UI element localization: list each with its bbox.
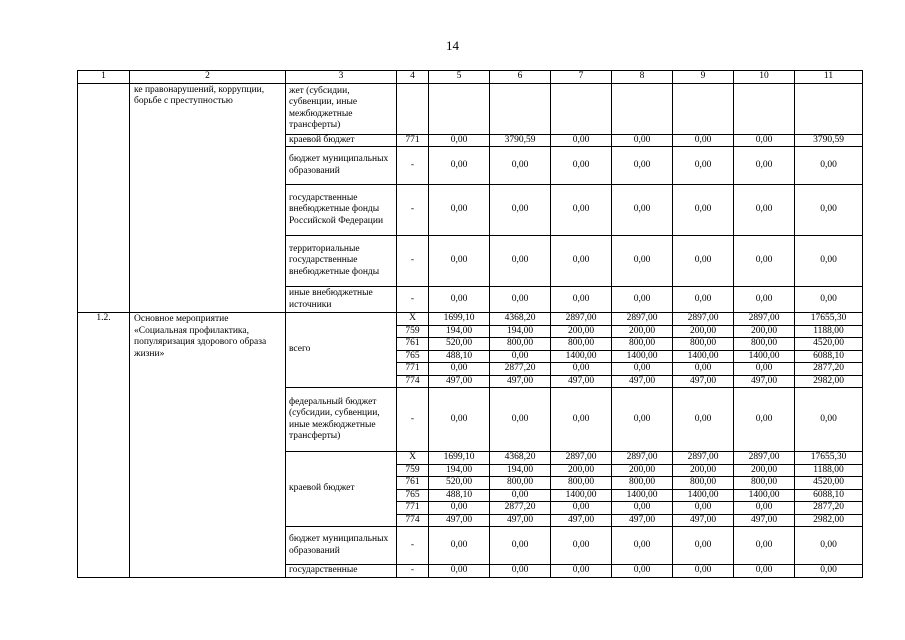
value-cell-col9: 497,00 — [673, 514, 734, 527]
value-cell-col5: 0,00 — [429, 502, 490, 515]
value-cell-col10: 0,00 — [734, 388, 795, 452]
column-header: 3 — [286, 71, 397, 84]
value-cell-col8: 0,00 — [612, 185, 673, 236]
funding-source-cell: иные внебюджетные источники — [286, 287, 397, 313]
value-cell-col6: 4368,20 — [490, 313, 551, 326]
value-cell-col9: 800,00 — [673, 338, 734, 351]
code-cell: 761 — [397, 338, 429, 351]
value-cell-col6: 194,00 — [490, 325, 551, 338]
value-cell-col10: 200,00 — [734, 325, 795, 338]
value-cell-col5: 520,00 — [429, 338, 490, 351]
value-cell-col8: 497,00 — [612, 375, 673, 388]
value-cell-col8 — [612, 83, 673, 134]
value-cell-col11: 0,00 — [795, 527, 863, 565]
code-cell: 771 — [397, 502, 429, 515]
budget-table — [77, 70, 863, 578]
value-cell-col8: 0,00 — [612, 363, 673, 376]
value-cell-col5: 0,00 — [429, 185, 490, 236]
value-cell-col8: 0,00 — [612, 565, 673, 578]
value-cell-col5: 497,00 — [429, 375, 490, 388]
value-cell-col8: 0,00 — [612, 502, 673, 515]
value-cell-col9: 0,00 — [673, 527, 734, 565]
value-cell-col11: 3790,59 — [795, 134, 863, 147]
value-cell-col9: 800,00 — [673, 477, 734, 490]
value-cell-col10: 0,00 — [734, 185, 795, 236]
code-cell: - — [397, 287, 429, 313]
column-header: 8 — [612, 71, 673, 84]
value-cell-col6: 0,00 — [490, 565, 551, 578]
value-cell-col8: 200,00 — [612, 325, 673, 338]
item-title-cell: Основное мероприятие «Социальная профилактика, популяризация здорового образа жизни» — [130, 313, 286, 578]
funding-source-cell: краевой бюджет — [286, 452, 397, 527]
code-cell: 765 — [397, 350, 429, 363]
column-header: 5 — [429, 71, 490, 84]
value-cell-col10: 1400,00 — [734, 489, 795, 502]
funding-source-cell: государственные — [286, 565, 397, 578]
table-row — [78, 83, 863, 134]
funding-source-cell: всего — [286, 313, 397, 388]
value-cell-col8: 0,00 — [612, 527, 673, 565]
value-cell-col8: 2897,00 — [612, 313, 673, 326]
value-cell-col8: 1400,00 — [612, 350, 673, 363]
value-cell-col11: 1188,00 — [795, 464, 863, 477]
value-cell-col9: 0,00 — [673, 185, 734, 236]
value-cell-col9: 0,00 — [673, 388, 734, 452]
code-cell: 761 — [397, 477, 429, 490]
column-header: 11 — [795, 71, 863, 84]
value-cell-col7: 497,00 — [551, 514, 612, 527]
value-cell-col7: 800,00 — [551, 477, 612, 490]
value-cell-col11: 17655,30 — [795, 452, 863, 465]
value-cell-col7: 0,00 — [551, 527, 612, 565]
value-cell-col7: 0,00 — [551, 236, 612, 287]
value-cell-col7: 497,00 — [551, 375, 612, 388]
value-cell-col8: 800,00 — [612, 477, 673, 490]
column-header: 7 — [551, 71, 612, 84]
value-cell-col9: 0,00 — [673, 363, 734, 376]
value-cell-col6: 4368,20 — [490, 452, 551, 465]
value-cell-col7: 0,00 — [551, 502, 612, 515]
value-cell-col10: 0,00 — [734, 527, 795, 565]
code-cell: - — [397, 527, 429, 565]
value-cell-col5: 0,00 — [429, 147, 490, 185]
value-cell-col9: 1400,00 — [673, 489, 734, 502]
value-cell-col7: 200,00 — [551, 464, 612, 477]
value-cell-col8: 0,00 — [612, 236, 673, 287]
value-cell-col6: 0,00 — [490, 287, 551, 313]
value-cell-col10: 2897,00 — [734, 452, 795, 465]
value-cell-col8: 2897,00 — [612, 452, 673, 465]
code-cell: 774 — [397, 514, 429, 527]
value-cell-col11: 0,00 — [795, 147, 863, 185]
value-cell-col8: 0,00 — [612, 147, 673, 185]
value-cell-col6: 0,00 — [490, 185, 551, 236]
value-cell-col7: 0,00 — [551, 185, 612, 236]
value-cell-col5: 0,00 — [429, 236, 490, 287]
code-cell — [397, 83, 429, 134]
value-cell-col5: 488,10 — [429, 350, 490, 363]
value-cell-col9: 200,00 — [673, 464, 734, 477]
code-cell: 759 — [397, 464, 429, 477]
value-cell-col11: 0,00 — [795, 388, 863, 452]
column-header: 2 — [130, 71, 286, 84]
value-cell-col5: 520,00 — [429, 477, 490, 490]
value-cell-col11 — [795, 83, 863, 134]
value-cell-col8: 1400,00 — [612, 489, 673, 502]
value-cell-col9: 1400,00 — [673, 350, 734, 363]
value-cell-col5: 0,00 — [429, 388, 490, 452]
value-cell-col6 — [490, 83, 551, 134]
code-cell: 774 — [397, 375, 429, 388]
value-cell-col9: 2897,00 — [673, 313, 734, 326]
value-cell-col9: 2897,00 — [673, 452, 734, 465]
value-cell-col5: 194,00 — [429, 325, 490, 338]
value-cell-col9: 0,00 — [673, 236, 734, 287]
value-cell-col11: 6088,10 — [795, 350, 863, 363]
value-cell-col10: 497,00 — [734, 375, 795, 388]
value-cell-col5: 1699,10 — [429, 452, 490, 465]
page-number: 14 — [446, 38, 459, 53]
value-cell-col10: 0,00 — [734, 287, 795, 313]
code-cell: - — [397, 185, 429, 236]
value-cell-col7: 800,00 — [551, 338, 612, 351]
funding-source-cell: краевой бюджет — [286, 134, 397, 147]
value-cell-col11: 2982,00 — [795, 375, 863, 388]
value-cell-col11: 4520,00 — [795, 338, 863, 351]
value-cell-col6: 800,00 — [490, 477, 551, 490]
value-cell-col5: 0,00 — [429, 363, 490, 376]
value-cell-col10: 200,00 — [734, 464, 795, 477]
value-cell-col10: 800,00 — [734, 477, 795, 490]
value-cell-col6: 497,00 — [490, 514, 551, 527]
value-cell-col8: 800,00 — [612, 338, 673, 351]
value-cell-col5: 497,00 — [429, 514, 490, 527]
value-cell-col7: 0,00 — [551, 147, 612, 185]
item-number-cell — [78, 83, 130, 313]
column-header: 4 — [397, 71, 429, 84]
value-cell-col7: 1400,00 — [551, 350, 612, 363]
value-cell-col5: 0,00 — [429, 565, 490, 578]
code-cell: 759 — [397, 325, 429, 338]
value-cell-col7 — [551, 83, 612, 134]
item-number-cell: 1.2. — [78, 313, 130, 578]
funding-source-cell: бюджет муниципальных образований — [286, 147, 397, 185]
value-cell-col5: 194,00 — [429, 464, 490, 477]
value-cell-col11: 17655,30 — [795, 313, 863, 326]
value-cell-col7: 0,00 — [551, 565, 612, 578]
value-cell-col9: 0,00 — [673, 502, 734, 515]
value-cell-col5: 1699,10 — [429, 313, 490, 326]
column-header: 6 — [490, 71, 551, 84]
value-cell-col6: 0,00 — [490, 388, 551, 452]
code-cell: 765 — [397, 489, 429, 502]
value-cell-col5: 0,00 — [429, 134, 490, 147]
value-cell-col6: 194,00 — [490, 464, 551, 477]
value-cell-col8: 0,00 — [612, 134, 673, 147]
column-header: 1 — [78, 71, 130, 84]
table-row — [78, 313, 863, 326]
value-cell-col8: 0,00 — [612, 287, 673, 313]
value-cell-col6: 0,00 — [490, 236, 551, 287]
value-cell-col8: 0,00 — [612, 388, 673, 452]
value-cell-col6: 0,00 — [490, 489, 551, 502]
value-cell-col10: 2897,00 — [734, 313, 795, 326]
value-cell-col9: 0,00 — [673, 134, 734, 147]
code-cell: - — [397, 565, 429, 578]
value-cell-col6: 497,00 — [490, 375, 551, 388]
value-cell-col6: 0,00 — [490, 350, 551, 363]
value-cell-col5 — [429, 83, 490, 134]
value-cell-col6: 2877,20 — [490, 363, 551, 376]
value-cell-col9: 0,00 — [673, 287, 734, 313]
value-cell-col11: 0,00 — [795, 287, 863, 313]
value-cell-col11: 4520,00 — [795, 477, 863, 490]
value-cell-col10: 0,00 — [734, 236, 795, 287]
value-cell-col9 — [673, 83, 734, 134]
value-cell-col7: 0,00 — [551, 287, 612, 313]
code-cell: - — [397, 236, 429, 287]
value-cell-col11: 1188,00 — [795, 325, 863, 338]
value-cell-col6: 800,00 — [490, 338, 551, 351]
value-cell-col10: 800,00 — [734, 338, 795, 351]
value-cell-col9: 0,00 — [673, 147, 734, 185]
code-cell: - — [397, 147, 429, 185]
value-cell-col10: 1400,00 — [734, 350, 795, 363]
code-cell: 771 — [397, 134, 429, 147]
value-cell-col6: 2877,20 — [490, 502, 551, 515]
code-cell: Х — [397, 313, 429, 326]
value-cell-col10: 0,00 — [734, 565, 795, 578]
value-cell-col7: 0,00 — [551, 388, 612, 452]
item-title-cell: ке правонарушений, коррупции, борьбе с преступностью — [130, 83, 286, 313]
value-cell-col11: 0,00 — [795, 565, 863, 578]
funding-source-cell: территориальные государственные внебюджетные фонды — [286, 236, 397, 287]
funding-source-cell: жет (субсидии, субвенции, иные межбюджетные трансферты) — [286, 83, 397, 134]
value-cell-col10: 497,00 — [734, 514, 795, 527]
value-cell-col9: 497,00 — [673, 375, 734, 388]
value-cell-col9: 0,00 — [673, 565, 734, 578]
value-cell-col7: 1400,00 — [551, 489, 612, 502]
value-cell-col7: 0,00 — [551, 363, 612, 376]
value-cell-col5: 0,00 — [429, 287, 490, 313]
funding-source-cell: бюджет муниципальных образований — [286, 527, 397, 565]
funding-source-cell: государственные внебюджетные фонды Российской Федерации — [286, 185, 397, 236]
code-cell: Х — [397, 452, 429, 465]
value-cell-col6: 3790,59 — [490, 134, 551, 147]
column-header: 10 — [734, 71, 795, 84]
code-cell: - — [397, 388, 429, 452]
value-cell-col11: 0,00 — [795, 236, 863, 287]
value-cell-col7: 0,00 — [551, 134, 612, 147]
value-cell-col11: 2877,20 — [795, 502, 863, 515]
value-cell-col8: 497,00 — [612, 514, 673, 527]
value-cell-col11: 0,00 — [795, 185, 863, 236]
code-cell: 771 — [397, 363, 429, 376]
value-cell-col7: 200,00 — [551, 325, 612, 338]
value-cell-col11: 6088,10 — [795, 489, 863, 502]
value-cell-col10: 0,00 — [734, 502, 795, 515]
value-cell-col8: 200,00 — [612, 464, 673, 477]
table-header-row — [78, 71, 863, 84]
value-cell-col9: 200,00 — [673, 325, 734, 338]
value-cell-col10 — [734, 83, 795, 134]
value-cell-col10: 0,00 — [734, 134, 795, 147]
value-cell-col5: 488,10 — [429, 489, 490, 502]
column-header: 9 — [673, 71, 734, 84]
value-cell-col6: 0,00 — [490, 527, 551, 565]
funding-source-cell: федеральный бюджет (субсидии, субвенции, иные межбюджетные трансферты) — [286, 388, 397, 452]
value-cell-col10: 0,00 — [734, 147, 795, 185]
value-cell-col6: 0,00 — [490, 147, 551, 185]
value-cell-col11: 2982,00 — [795, 514, 863, 527]
value-cell-col11: 2877,20 — [795, 363, 863, 376]
value-cell-col7: 2897,00 — [551, 313, 612, 326]
value-cell-col7: 2897,00 — [551, 452, 612, 465]
value-cell-col10: 0,00 — [734, 363, 795, 376]
value-cell-col5: 0,00 — [429, 527, 490, 565]
